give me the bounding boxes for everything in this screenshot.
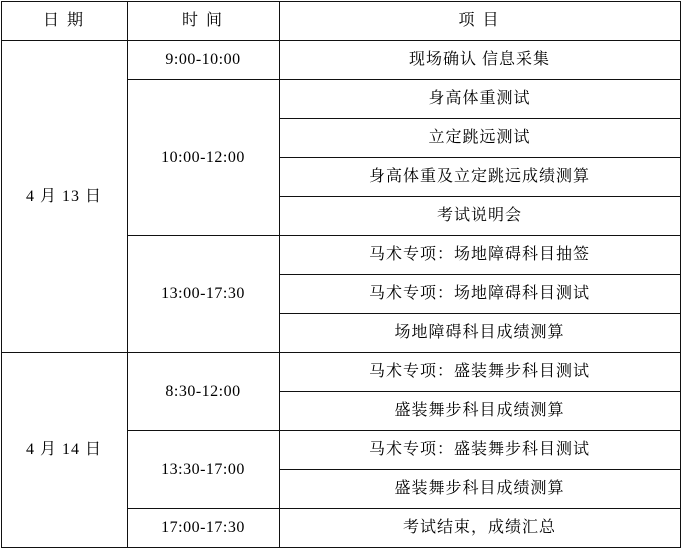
item-cell: 盛装舞步科目成绩测算 bbox=[279, 392, 680, 431]
header-row bbox=[1, 2, 680, 41]
item-cell: 马术专项：场地障碍科目抽签 bbox=[279, 236, 680, 275]
item-cell: 盛装舞步科目成绩测算 bbox=[279, 470, 680, 509]
time-cell: 17:00-17:30 bbox=[127, 509, 279, 548]
date-cell: 4 月 13 日 bbox=[1, 41, 127, 353]
item-cell: 身高体重及立定跳远成绩测算 bbox=[279, 158, 680, 197]
item-cell: 场地障碍科目成绩测算 bbox=[279, 314, 680, 353]
item-cell: 考试说明会 bbox=[279, 197, 680, 236]
item-cell: 考试结束，成绩汇总 bbox=[279, 509, 680, 548]
table-row bbox=[1, 41, 680, 80]
time-cell: 13:00-17:30 bbox=[127, 236, 279, 353]
time-cell: 10:00-12:00 bbox=[127, 80, 279, 236]
item-cell: 马术专项：盛装舞步科目测试 bbox=[279, 431, 680, 470]
column-header-date: 日 期 bbox=[1, 2, 127, 41]
time-cell: 13:30-17:00 bbox=[127, 431, 279, 509]
time-cell: 8:30-12:00 bbox=[127, 353, 279, 431]
item-cell: 立定跳远测试 bbox=[279, 119, 680, 158]
schedule-table bbox=[1, 1, 681, 548]
table-row bbox=[1, 353, 680, 392]
column-header-item: 项 目 bbox=[279, 2, 680, 41]
item-cell: 现场确认 信息采集 bbox=[279, 41, 680, 80]
item-cell: 马术专项：场地障碍科目测试 bbox=[279, 275, 680, 314]
time-cell: 9:00-10:00 bbox=[127, 41, 279, 80]
column-header-time: 时 间 bbox=[127, 2, 279, 41]
item-cell: 身高体重测试 bbox=[279, 80, 680, 119]
table-header bbox=[1, 2, 680, 41]
item-cell: 马术专项：盛装舞步科目测试 bbox=[279, 353, 680, 392]
table-body bbox=[1, 41, 680, 548]
date-cell: 4 月 14 日 bbox=[1, 353, 127, 548]
